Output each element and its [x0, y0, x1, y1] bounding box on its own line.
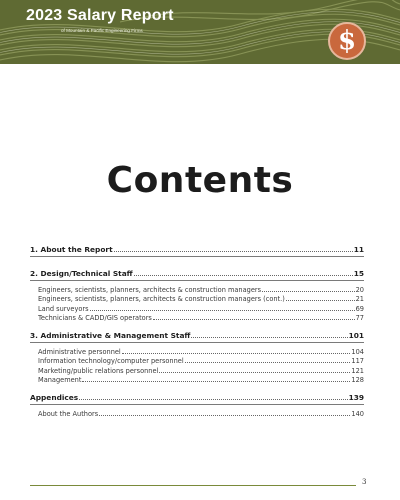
toc-item[interactable] — [30, 303, 364, 313]
toc-item[interactable] — [30, 294, 364, 304]
toc-section-label: 3. Administrative & Management Staff — [30, 331, 191, 340]
toc-item[interactable] — [30, 408, 364, 418]
toc-item-page: 140 — [351, 409, 364, 418]
dollar-logo-icon — [328, 22, 366, 60]
toc-section-page: 11 — [353, 245, 364, 254]
toc-item-page: 128 — [351, 376, 364, 384]
toc-item-label: About the Authors — [38, 409, 99, 418]
header-banner — [0, 0, 400, 64]
toc-item[interactable] — [30, 356, 364, 366]
toc-section[interactable] — [30, 330, 364, 340]
dot-leader — [99, 414, 350, 416]
dot-leader — [262, 290, 355, 292]
toc-item[interactable] — [30, 375, 364, 385]
toc-item-label: Administrative personnel — [38, 347, 121, 356]
toc-section-page: 101 — [348, 331, 364, 340]
toc-item[interactable] — [30, 313, 364, 323]
toc-item-label: Technicians & CADD/GIS operators — [38, 314, 152, 322]
toc-section-label: Appendices — [30, 393, 79, 402]
toc-item-label: Management — [38, 376, 82, 384]
dot-leader — [153, 318, 355, 320]
toc-section-label: 1. About the Report — [30, 245, 113, 254]
toc-item-label: Land surveyors — [38, 304, 89, 313]
dot-leader — [82, 380, 350, 382]
toc-item[interactable] — [30, 365, 364, 375]
toc-item-page: 77 — [355, 314, 364, 322]
dot-leader — [114, 250, 353, 252]
dollar-glyph: $ — [337, 26, 357, 56]
page-number: 3 — [362, 478, 367, 486]
dot-leader — [159, 371, 350, 373]
dot-leader — [286, 299, 355, 301]
section-divider — [30, 280, 364, 281]
table-of-contents — [30, 244, 364, 418]
toc-section[interactable] — [30, 244, 364, 254]
toc-section-label: 2. Design/Technical Staff — [30, 269, 133, 278]
dot-leader — [90, 309, 355, 311]
dot-leader — [191, 336, 347, 338]
page-title: Contents — [106, 160, 294, 201]
report-subtitle: of Mountain & Pacific Engineering Firms — [61, 28, 143, 33]
toc-item-page: 69 — [355, 304, 364, 313]
toc-item-page: 20 — [355, 285, 364, 294]
toc-item-page: 117 — [351, 357, 364, 365]
toc-item-label: Engineers, scientists, planners, architects & construction managers — [38, 285, 262, 294]
dot-leader — [134, 274, 353, 276]
toc-item[interactable] — [30, 346, 364, 356]
dot-leader — [122, 352, 351, 354]
section-divider — [30, 256, 364, 257]
toc-item-label: Marketing/public relations personnel — [38, 366, 159, 375]
dot-leader — [185, 361, 351, 363]
section-divider — [30, 404, 364, 405]
section-divider — [30, 342, 364, 343]
toc-item-label: Information technology/computer personnel — [38, 357, 184, 365]
toc-item[interactable] — [30, 284, 364, 294]
toc-item-label: Engineers, scientists, planners, architects & construction managers (cont.) — [38, 295, 285, 303]
toc-item-page: 21 — [355, 295, 364, 303]
dot-leader — [79, 398, 347, 400]
toc-section[interactable] — [30, 392, 364, 402]
toc-item-page: 104 — [351, 347, 364, 356]
toc-section[interactable] — [30, 268, 364, 278]
report-title: 2023 Salary Report — [26, 7, 174, 24]
toc-section-page: 15 — [353, 269, 364, 278]
toc-item-page: 121 — [351, 366, 364, 375]
footer-rule — [30, 485, 356, 486]
toc-section-page: 139 — [348, 393, 364, 402]
